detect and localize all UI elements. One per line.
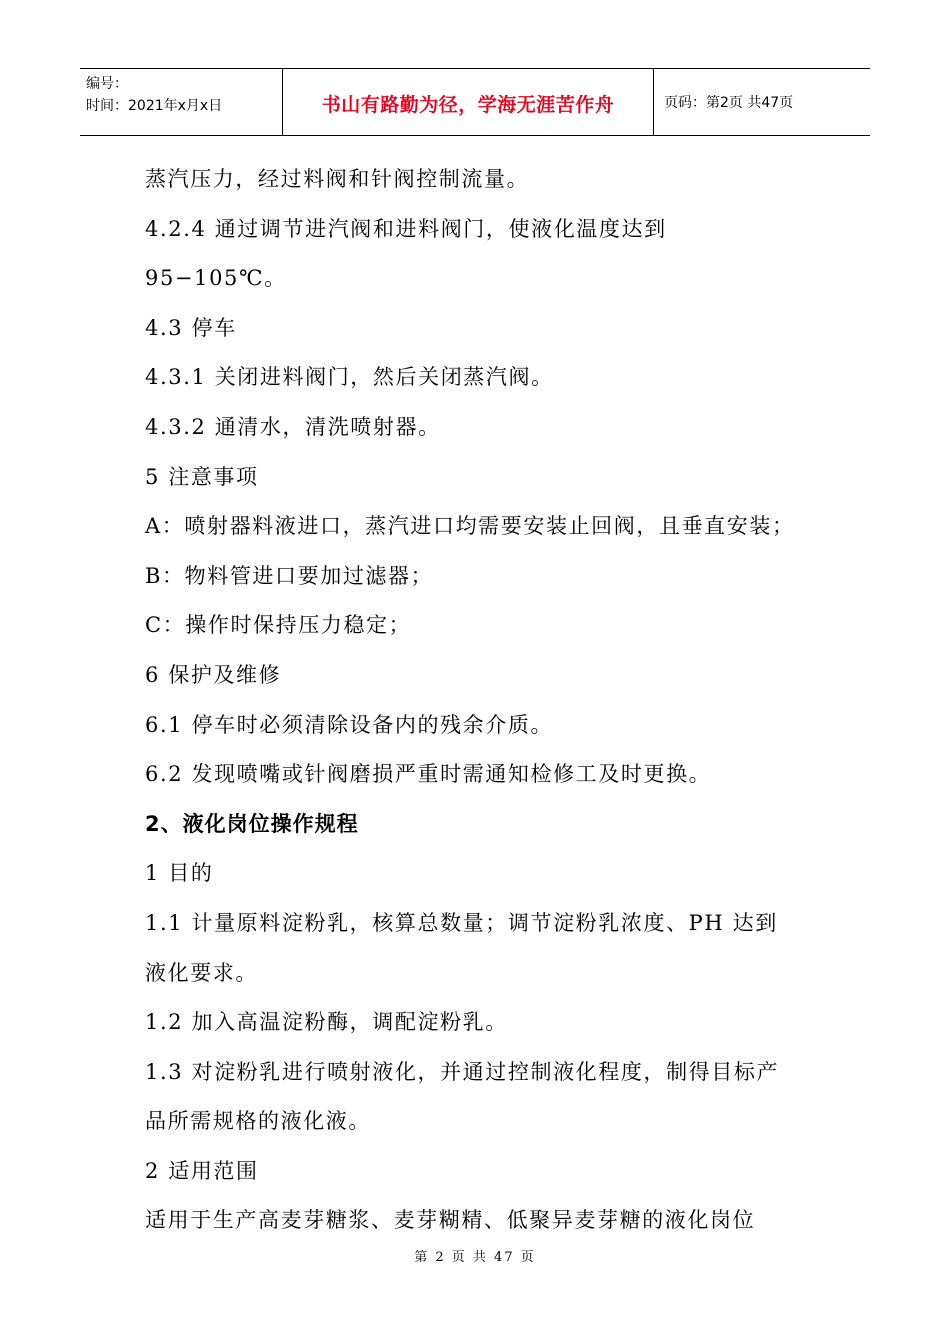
- body-paragraph: 4.3.2 通清水，清洗喷射器。: [145, 414, 441, 439]
- section-heading: 2、液化岗位操作规程: [145, 811, 359, 836]
- header-motto-cell: [282, 69, 654, 135]
- body-paragraph: 液化要求。: [145, 960, 258, 985]
- body-paragraph: B：物料管进口要加过滤器；: [145, 563, 434, 588]
- body-paragraph: 4.3.1 关闭进料阀门，然后关闭蒸汽阀。: [145, 365, 554, 390]
- document-header: [80, 68, 870, 136]
- body-paragraph: 1.2 加入高温淀粉酶，调配淀粉乳。: [145, 1010, 508, 1035]
- body-paragraph: 6 保护及维修: [145, 662, 282, 687]
- body-paragraph: 适用于生产高麦芽糖浆、麦芽糊精、低聚异麦芽糖的液化岗位: [145, 1208, 756, 1233]
- date-label: 时间：2021年x月x日: [86, 98, 223, 114]
- body-paragraph: 1 目的: [145, 861, 214, 886]
- page-info: 页码：第2页 共47页: [664, 95, 794, 111]
- body-paragraph: 品所需规格的液化液。: [145, 1109, 371, 1134]
- header-motto: 书山有路勤为径，学海无涯苦作舟: [321, 93, 615, 116]
- document-body: [145, 155, 815, 1246]
- body-paragraph: 4.2.4 通过调节进汽阀和进料阀门，使液化温度达到 95−105℃。: [145, 216, 675, 291]
- body-paragraph: 蒸汽压力，经过料阀和针阀控制流量。: [145, 167, 530, 191]
- body-paragraph: C：操作时保持压力稳定；: [145, 613, 412, 638]
- number-label: 编号：: [86, 76, 128, 92]
- body-paragraph: 2 适用范围: [145, 1158, 259, 1183]
- body-paragraph: 6.2 发现喷嘴或针阀磨损严重时需通知检修工及时更换。: [145, 762, 712, 787]
- body-paragraph: 1.3 对淀粉乳进行喷射液化，并通过控制液化程度，制得目标产: [145, 1059, 780, 1084]
- body-paragraph: A：喷射器料液进口，蒸汽进口均需要安装止回阀，且垂直安装；: [145, 514, 795, 539]
- page-footer: 第 2 页 共 47 页: [414, 1250, 536, 1265]
- body-paragraph: 5 注意事项: [145, 464, 259, 489]
- body-paragraph: 4.3 停车: [145, 315, 237, 340]
- body-paragraph: 6.1 停车时必须清除设备内的残余介质。: [145, 712, 554, 737]
- header-meta: [80, 69, 282, 135]
- header-page-cell: [654, 69, 870, 135]
- body-paragraph: 1.1 计量原料淀粉乳，核算总数量；调节淀粉乳浓度、PH 达到: [145, 910, 778, 935]
